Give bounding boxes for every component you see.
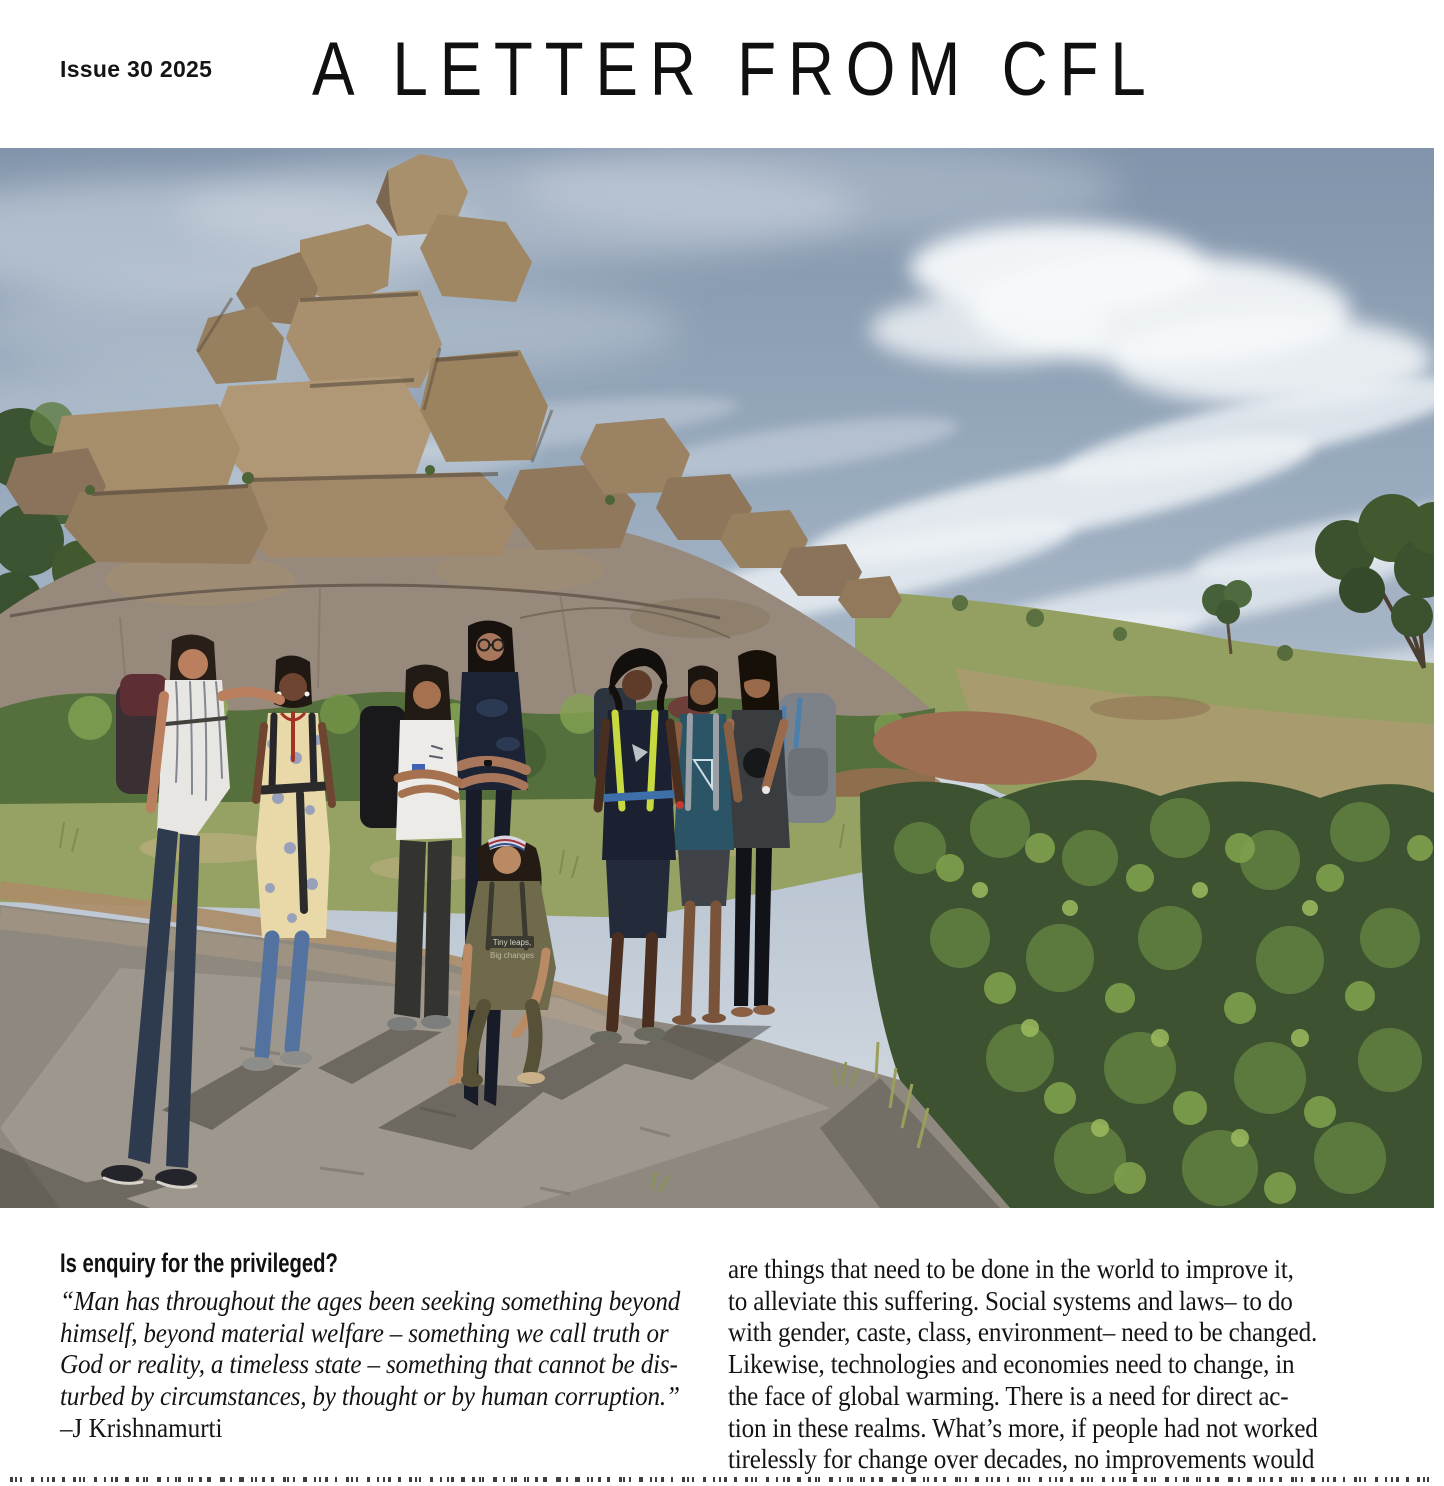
body-line: the face of global warming. There is a need for direct ac- (728, 1380, 1289, 1411)
article-right-column (728, 1254, 1428, 1476)
hero-photo-illustration (0, 148, 1434, 1208)
tshirt-print-line1: Tiny leaps, (492, 938, 532, 947)
body-line: to alleviate this suffering. Social systems and laws– to do (728, 1285, 1293, 1316)
article-heading: Is enquiry for the privileged? (60, 1248, 338, 1278)
quote-line: turbed by circumstances, by thought or by human corruption.” (60, 1381, 680, 1412)
tshirt-print-line2: Big changes (489, 951, 535, 960)
quote-line: “Man has throughout the ages been seeking something beyond (60, 1286, 681, 1316)
krishnamurti-quote (60, 1286, 681, 1445)
body-line: with gender, caste, class, environment– need to be changed. (728, 1317, 1318, 1348)
quote-attribution: –J Krishnamurti (60, 1412, 223, 1443)
body-line: tion in these realms. What’s more, if people had not worked (728, 1412, 1318, 1443)
article-left-column (60, 1248, 700, 1445)
body-text (728, 1254, 1379, 1476)
body-line: tirelessly for change over decades, no improvements would (728, 1444, 1315, 1475)
body-line: are things that need to be done in the world to improve it, (728, 1254, 1294, 1284)
hero-photo (0, 148, 1434, 1208)
quote-line: himself, beyond material welfare – something we call truth or (60, 1317, 669, 1348)
issue-label: Issue 30 2025 (60, 56, 213, 82)
body-line: Likewise, technologies and economies need to change, in (728, 1349, 1295, 1380)
page-title: A LETTER FROM CFL (312, 27, 1158, 112)
quote-line: God or reality, a timeless state – something that cannot be dis- (60, 1349, 678, 1380)
clipped-text-line (10, 1477, 1434, 1484)
